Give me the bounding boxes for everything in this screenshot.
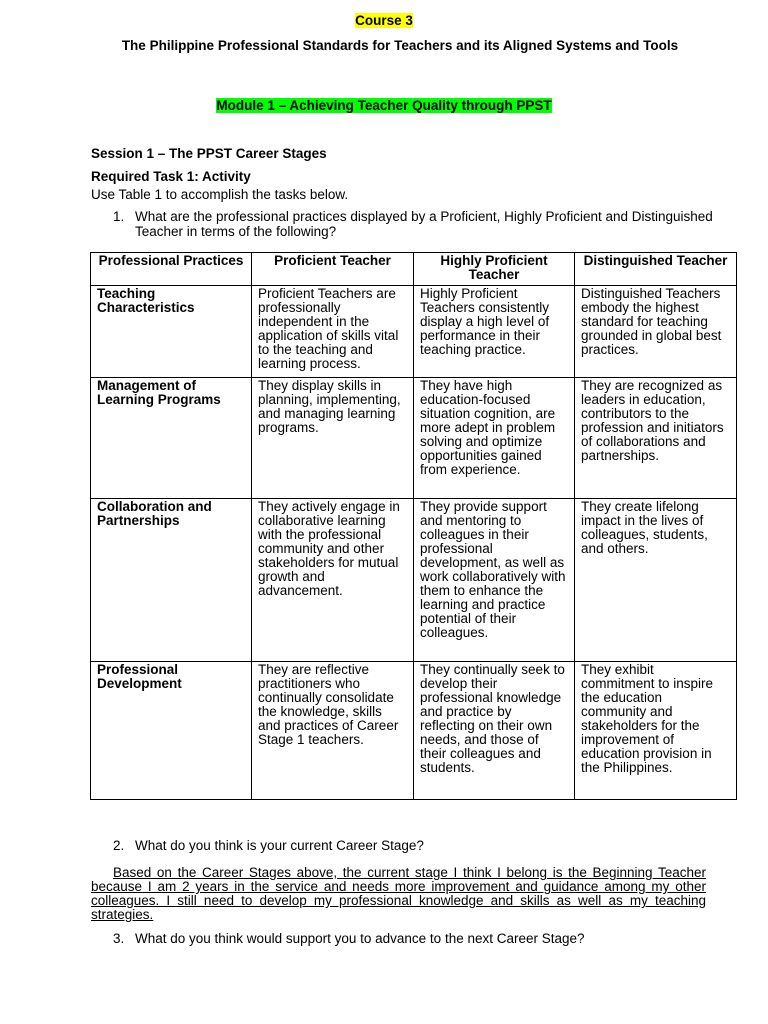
question-number: 2. (113, 838, 125, 853)
course-label: Course 3 (355, 13, 413, 28)
practice-cell: Teaching Characteristics (91, 286, 252, 378)
table-header-cell: Proficient Teacher (252, 253, 414, 286)
proficient-cell: They display skills in planning, implementing, and managing learning programs. (252, 378, 414, 499)
proficient-cell: They are reflective practitioners who continually consolidate the knowledge, skills and practices of Career Stage 1 teachers. (252, 662, 414, 800)
session-title: Session 1 – The PPST Career Stages (91, 146, 327, 161)
highly-proficient-cell: They provide support and mentoring to colleagues in their professional development, as well as work collaboratively with them to enhance the learning and practice potential of their colleagues. (414, 499, 575, 662)
table-row (91, 499, 737, 662)
practice-cell: Professional Development (91, 662, 252, 800)
document-title: The Philippine Professional Standards for Teachers and its Aligned Systems and Tools (121, 38, 679, 53)
proficient-cell: Proficient Teachers are professionally independent in the application of skills vital to the teaching and learning process. (252, 286, 414, 378)
distinguished-cell: Distinguished Teachers embody the highest standard for teaching grounded in global best practices. (575, 286, 737, 378)
table-row (91, 286, 737, 378)
question-text: What do you think would support you to advance to the next Career Stage? (135, 931, 585, 946)
question-3 (113, 931, 733, 946)
course-heading (0, 13, 768, 28)
table-header-cell: Highly Proficient Teacher (414, 253, 575, 286)
practice-cell: Management of Learning Programs (91, 378, 252, 499)
highly-proficient-cell: Highly Proficient Teachers consistently display a high level of performance in their teaching practice. (414, 286, 575, 378)
question-text: What do you think is your current Career Stage? (135, 838, 424, 853)
module-heading (0, 98, 768, 113)
question-text: What are the professional practices displayed by a Proficient, Highly Proficient and Distinguished Teacher in terms of the following? (135, 209, 713, 239)
module-label: Module 1 – Achieving Teacher Quality through PPST (216, 98, 552, 113)
distinguished-cell: They exhibit commitment to inspire the education community and stakeholders for the improvement of education provision in the Philippines. (575, 662, 737, 800)
highly-proficient-cell: They continually seek to develop their professional knowledge and practice by reflecting on their own needs, and those of their colleagues and students. (414, 662, 575, 800)
question-1 (113, 209, 713, 239)
table-row (91, 662, 737, 800)
distinguished-cell: They are recognized as leaders in education, contributors to the profession and initiators of collaborations and partnerships. (575, 378, 737, 499)
table-header-cell: Distinguished Teacher (575, 253, 737, 286)
proficient-cell: They actively engage in collaborative learning with the professional community and other stakeholders for mutual growth and advancement. (252, 499, 414, 662)
practice-cell: Collaboration and Partnerships (91, 499, 252, 662)
task-instruction: Use Table 1 to accomplish the tasks below. (91, 187, 349, 202)
question-2 (113, 838, 713, 853)
answer-2: Based on the Career Stages above, the current stage I think I belong is the Beginning Teacher because I am 2 years in the service and needs more improvement and guidance among my other colleagues. I still need to develop my professional knowledge and skills as well as my teaching strategies. (91, 865, 706, 922)
table-header-row (91, 253, 737, 286)
table-header-cell: Professional Practices (91, 253, 252, 286)
table-row (91, 378, 737, 499)
task-title: Required Task 1: Activity (91, 169, 251, 184)
question-number: 1. (113, 209, 125, 224)
distinguished-cell: They create lifelong impact in the lives of colleagues, students, and others. (575, 499, 737, 662)
highly-proficient-cell: They have high education-focused situation cognition, are more adept in problem solving and optimize opportunities gained from experience. (414, 378, 575, 499)
question-number: 3. (113, 931, 125, 946)
career-stages-table (90, 252, 737, 800)
